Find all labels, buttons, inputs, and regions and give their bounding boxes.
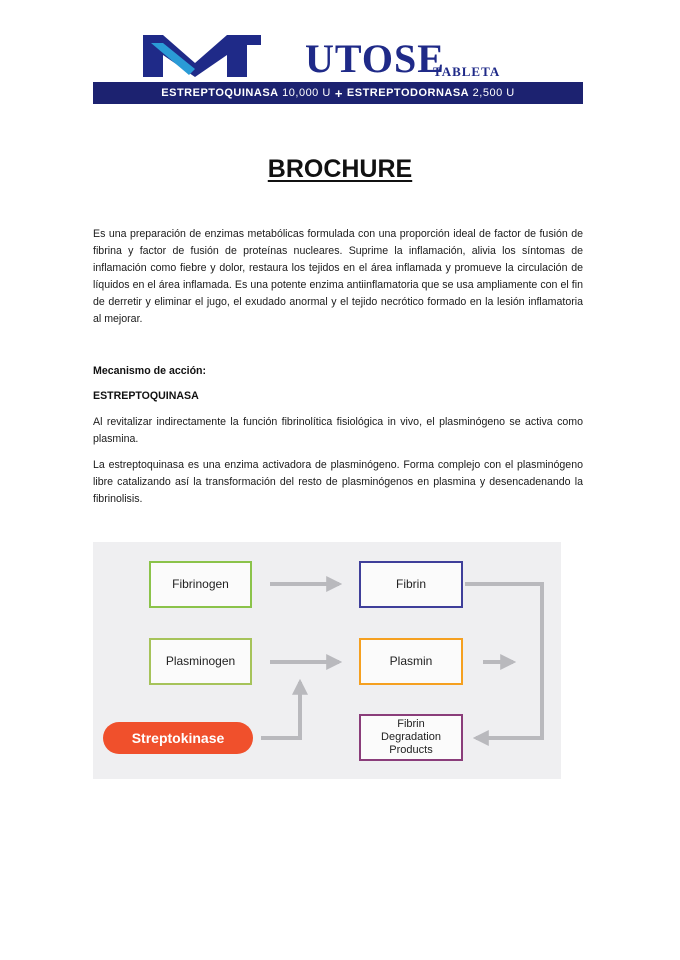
brand-logo [93,28,583,106]
ingredient1-dose: 10,000 U [282,87,331,99]
fibrinolysis-diagram [93,542,561,779]
box-fibrinogen: Fibrinogen [149,561,252,608]
intro-paragraph: Es una preparación de enzimas metabólicas formulada con una proporción ideal de factor de fusión de fibrina y factor de fusión de proteínas nucleares. Suprime la inflamación, alivia los síntomas de inflamación como fiebre y dolor, restaura los tejidos en el área inflamada y promueve la circulación de líquidos en el área inflamada. Es una potente enzima antiinflamatoria que se usa ampliamente con el fin de derretir y eliminar el jugo, el exudado anormal y el tejido necrótico formado en la lesión inflamatoria al mejorar. [93,228,583,325]
box-fibrin-degradation-products: Fibrin Degradation Products [359,714,463,761]
brand-form: TABLETA [433,64,501,79]
mechanism-paragraph-2: La estreptoquinasa es una enzima activadora de plasminógeno. Forma complejo con el plasminógeno libre catalizando así la transformación del resto de plasminógenos en plasmina y desencadenando la fibrinolisis. [93,459,583,505]
box-plasminogen: Plasminogen [149,638,252,685]
mechanism-paragraph-1: Al revitalizar indirectamente la función fibrinolítica fisiológica in vivo, el plasminógeno se activa como plasmina. [93,416,583,445]
enzyme-heading: ESTREPTOQUINASA [93,390,199,402]
ingredient2-dose: 2,500 U [472,87,515,99]
ingredient1-name: ESTREPTOQUINASA [161,87,279,99]
brand-name: UTOSE [305,36,445,81]
arrow-streptokinase-activation [261,682,300,738]
page-title: BROCHURE [267,155,413,183]
streptokinase-pill: Streptokinase [103,722,253,754]
ingredient-strip [93,82,583,104]
logo-m-icon [143,33,305,79]
box-plasmin: Plasmin [359,638,463,685]
ingredient2-name: ESTREPTODORNASA [346,87,470,99]
box-fibrin: Fibrin [359,561,463,608]
mechanism-heading: Mecanismo de acción: [93,365,207,377]
ingredient-separator: + [334,85,343,101]
